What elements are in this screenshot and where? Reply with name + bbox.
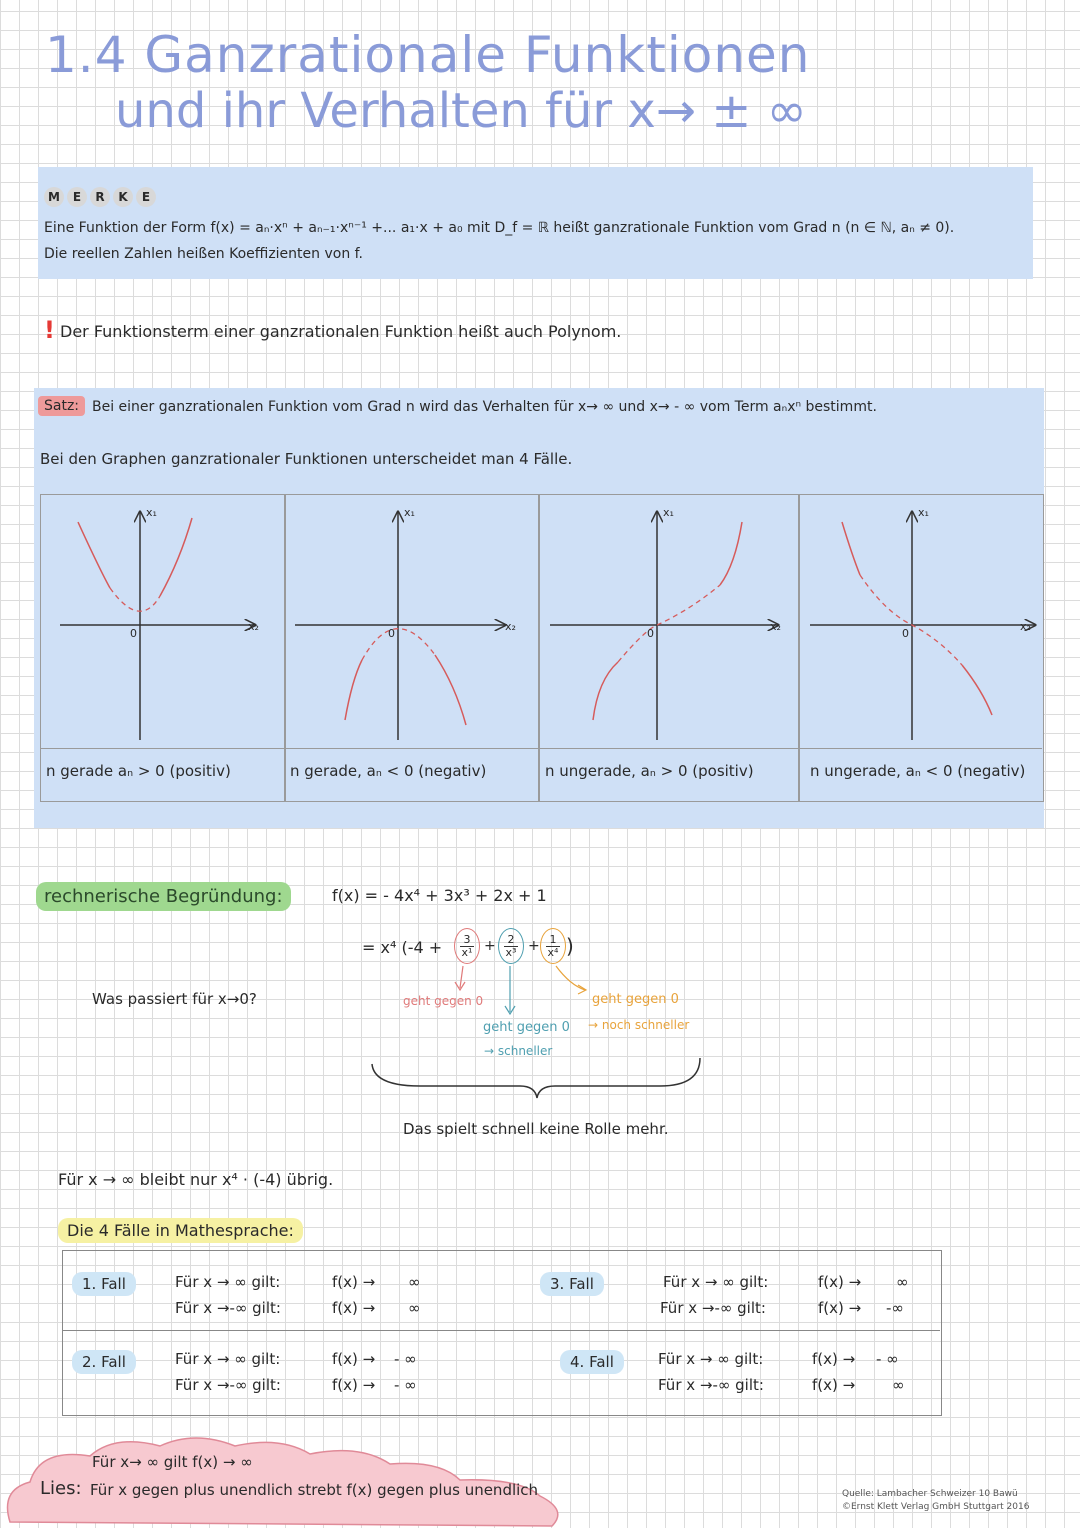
origin-label: 0 [130, 627, 137, 640]
case-1-arrow-2: f(x) → [332, 1299, 376, 1317]
page-title: 1.4 Ganzrationale Funktionen [45, 26, 811, 84]
case-3-value-1: ∞ [896, 1273, 909, 1291]
graph-label-3: n ungerade, aₙ > 0 (positiv) [545, 762, 754, 780]
case-3-line-2: Für x →-∞ gilt: [660, 1299, 766, 1317]
note-geht-gegen-0-orange: geht gegen 0 [592, 992, 679, 1007]
axis-label-y: x₁ [404, 506, 415, 519]
faelle-divider [62, 1330, 940, 1331]
case-1-line-2: Für x →-∞ gilt: [175, 1299, 281, 1317]
question-text: Was passiert für x→0? [92, 990, 257, 1008]
plus-sign: + [484, 938, 496, 954]
polynom-hint: Der Funktionsterm einer ganzrationalen Funktion heißt auch Polynom. [60, 322, 622, 341]
note-geht-gegen-0-teal: geht gegen 0 [483, 1020, 570, 1035]
function-equation: f(x) = - 4x⁴ + 3x³ + 2x + 1 [332, 886, 547, 905]
axis-label-y: x₁ [918, 506, 929, 519]
merke-letter: M [44, 187, 64, 207]
satz-tag: Satz: [38, 396, 85, 416]
case-3-arrow-1: f(x) → [818, 1273, 862, 1291]
case-2-line-2: Für x →-∞ gilt: [175, 1376, 281, 1394]
merke-letter: K [113, 187, 133, 207]
case-4-value-2: ∞ [892, 1376, 905, 1394]
fraction-3: 1 x⁴ [540, 928, 566, 964]
lies-cloud [0, 1430, 570, 1528]
faelle-tag: Die 4 Fälle in Mathesprache: [58, 1218, 303, 1243]
merke-koeffizienten: Die reellen Zahlen heißen Koeffizienten von f. [44, 246, 364, 262]
axis-label-x: x₂ [248, 620, 259, 633]
factored-equation: = x⁴ (-4 + [362, 938, 443, 957]
graph-label-4: n ungerade, aₙ < 0 (negativ) [810, 762, 1026, 780]
origin-label: 0 [388, 627, 395, 640]
merke-letter: R [90, 187, 110, 207]
case-4-arrow-1: f(x) → [812, 1350, 856, 1368]
case-tag-4: 4. Fall [560, 1350, 624, 1374]
lies-label: Lies: [40, 1478, 82, 1499]
case-4-arrow-2: f(x) → [812, 1376, 856, 1394]
axis-label-x: x₂ [1020, 620, 1031, 633]
merke-definition: Eine Funktion der Form f(x) = aₙ·xⁿ + aₙ₋₁·xⁿ⁻¹ +... a₁·x + a₀ mit D_f = ℝ heißt ganzrationale Funktion vom Grad n (n ∈ ℕ, aₙ ≠ 0). [44, 220, 955, 236]
case-tag-1: 1. Fall [72, 1272, 136, 1296]
page-subtitle: und ihr Verhalten für x→ ± ∞ [115, 83, 807, 139]
case-4-value-1: - ∞ [876, 1350, 899, 1368]
note-geht-gegen-0-red: geht gegen 0 [403, 994, 484, 1008]
case-2-value-2: - ∞ [394, 1376, 417, 1394]
closing-paren: ) [566, 934, 574, 958]
case-2-arrow-2: f(x) → [332, 1376, 376, 1394]
plus-sign: + [528, 938, 540, 954]
axis-label-x: x₂ [770, 620, 781, 633]
lies-formula: Für x→ ∞ gilt f(x) → ∞ [92, 1453, 253, 1471]
case-1-arrow-1: f(x) → [332, 1273, 376, 1291]
case-2-line-1: Für x → ∞ gilt: [175, 1350, 281, 1368]
rechnerisch-tag: rechnerische Begründung: [36, 882, 291, 911]
axis-label-y: x₁ [663, 506, 674, 519]
graph-label-2: n gerade, aₙ < 0 (negativ) [290, 762, 487, 780]
merke-letter: E [136, 187, 156, 207]
lies-sentence: Für x gegen plus unendlich strebt f(x) gegen plus unendlich [90, 1481, 539, 1499]
satz-text: Bei einer ganzrationalen Funktion vom Grad n wird das Verhalten für x→ ∞ und x→ - ∞ vom Term aₙxⁿ bestimmt. [92, 399, 877, 415]
case-tag-3: 3. Fall [540, 1272, 604, 1296]
note-schneller: → schneller [484, 1044, 553, 1058]
source-credit: Quelle: Lambacher Schweizer 10 Bawü ©Ernst Klett Verlag GmbH Stuttgart 2016 [842, 1489, 1030, 1512]
graph-label-1: n gerade aₙ > 0 (positiv) [46, 762, 231, 780]
case-2-arrow-1: f(x) → [332, 1350, 376, 1368]
case-4-line-2: Für x →-∞ gilt: [658, 1376, 764, 1394]
case-1-value-1: ∞ [408, 1273, 421, 1291]
case-4-line-1: Für x → ∞ gilt: [658, 1350, 764, 1368]
merke-letter: E [67, 187, 87, 207]
case-3-value-2: -∞ [886, 1299, 904, 1317]
case-1-value-2: ∞ [408, 1299, 421, 1317]
case-tag-2: 2. Fall [72, 1350, 136, 1374]
note-noch-schneller: → noch schneller [588, 1018, 690, 1032]
case-1-line-1: Für x → ∞ gilt: [175, 1273, 281, 1291]
satz-cases-intro: Bei den Graphen ganzrationaler Funktionen unterscheidet man 4 Fälle. [40, 450, 573, 468]
origin-label: 0 [647, 627, 654, 640]
fraction-1: 3 x¹ [454, 928, 480, 964]
case-3-line-1: Für x → ∞ gilt: [663, 1273, 769, 1291]
axis-label-x: x₂ [505, 620, 516, 633]
exclamation-icon: ! [44, 316, 55, 344]
axis-label-y: x₁ [146, 506, 157, 519]
brace-note: Das spielt schnell keine Rolle mehr. [403, 1120, 669, 1138]
case-2-value-1: - ∞ [394, 1350, 417, 1368]
origin-label: 0 [902, 627, 909, 640]
fraction-2: 2 x³ [498, 928, 524, 964]
conclusion-text: Für x → ∞ bleibt nur x⁴ · (-4) übrig. [58, 1170, 334, 1189]
case-3-arrow-2: f(x) → [818, 1299, 862, 1317]
